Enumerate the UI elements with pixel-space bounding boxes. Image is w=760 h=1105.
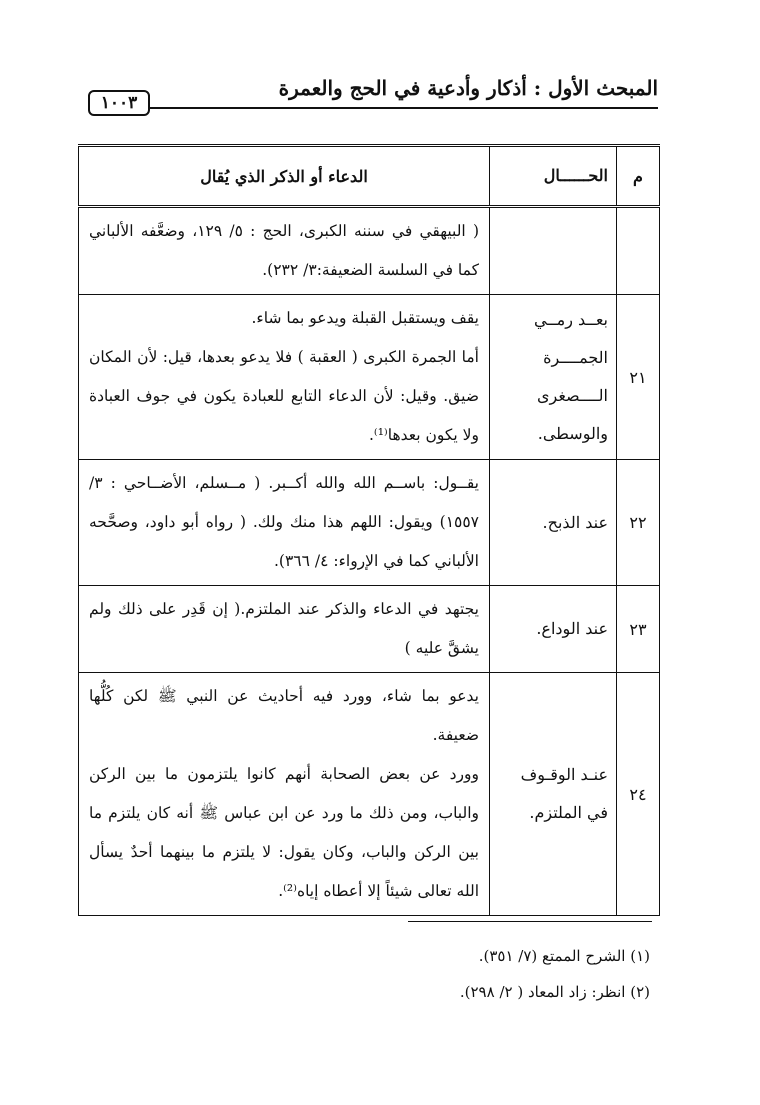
table-row [79,295,660,460]
row-state: بعــد رمــي الجمــــرة الــــصغرى والوسطى. [490,295,617,460]
row-text-paragraph: أما الجمرة الكبرى ( العقبة ) فلا يدعو بعدها، قيل: لأن المكان ضيق. وقيل: لأن الدعاء التابع للعبادة يكون في جوف العبادة ولا يكون بعدها⁽¹⁾. [89,348,479,444]
row-text [79,207,490,295]
row-text-paragraph: وورد عن بعض الصحابة أنهم كانوا يلتزمون ما بين الركن والباب، ومن ذلك ما ورد عن ابن عباس ﷺ أنه كان يلتزم ما بين الركن والباب، وكان يقول: لا يلتزم ما بينهما أحدٌ يسأل الله تعالى شيئاً إلا أعطاه إياه⁽²⁾. [89,765,479,900]
table-row [79,460,660,586]
supplication-table [78,144,660,916]
header-rule [138,107,658,109]
row-text-paragraph: يجتهد في الدعاء والذكر عند الملتزم.( إن قَدِر على ذلك ولم يشقَّ عليه ) [89,600,479,657]
row-text-paragraph: يقف ويستقبل القبلة ويدعو بما شاء. [251,309,479,327]
footnote: (٢) انظر: زاد المعاد ( ٢/ ٢٩٨). [459,983,650,1001]
page-number: ١٠٠٣ [88,90,150,116]
header-state: الحــــــال [490,146,617,207]
footnote-rule [408,921,652,922]
table-row [79,207,660,295]
row-text-paragraph: ( البيهقي في سننه الكبرى، الحج : ٥/ ١٢٩، وضعَّفه الألباني كما في السلسة الضعيفة:٣/ ٢٣٢). [89,222,479,279]
chapter-title: المبحث الأول : أذكار وأدعية في الحج والعمرة [278,76,658,100]
row-text [79,295,490,460]
row-state [490,207,617,295]
header-num: م [617,146,660,207]
running-header [78,76,658,112]
row-num [617,207,660,295]
row-text-paragraph: يدعو بما شاء، وورد فيه أحاديث عن النبي ﷺ لكن كُلُّها ضعيفة. [89,687,479,744]
row-text [79,673,490,916]
row-state: عند الوداع. [490,586,617,673]
row-text [79,460,490,586]
row-state: عنـد الوقـوف في الملتزم. [490,673,617,916]
table-row [79,586,660,673]
row-text-paragraph: يقــول: باســم الله والله أكــبر. ( مــسلم، الأضــاحي : ٣/ ١٥٥٧) ويقول: اللهم هذا منك ولك. ( رواه أبو داود، وصحَّحه الألباني كما في الإرواء: ٤/ ٣٦٦). [89,474,479,570]
row-state: عند الذبح. [490,460,617,586]
header-text: الدعاء أو الذكر الذي يُقال [79,146,490,207]
footnotes [460,938,650,1010]
row-num: ٢١ [617,295,660,460]
row-num: ٢٣ [617,586,660,673]
table-row [79,673,660,916]
table-header-row [79,146,660,207]
row-num: ٢٤ [617,673,660,916]
row-text [79,586,490,673]
footnote: (١) الشرح الممتع (٧/ ٣٥١). [478,947,650,965]
row-num: ٢٢ [617,460,660,586]
